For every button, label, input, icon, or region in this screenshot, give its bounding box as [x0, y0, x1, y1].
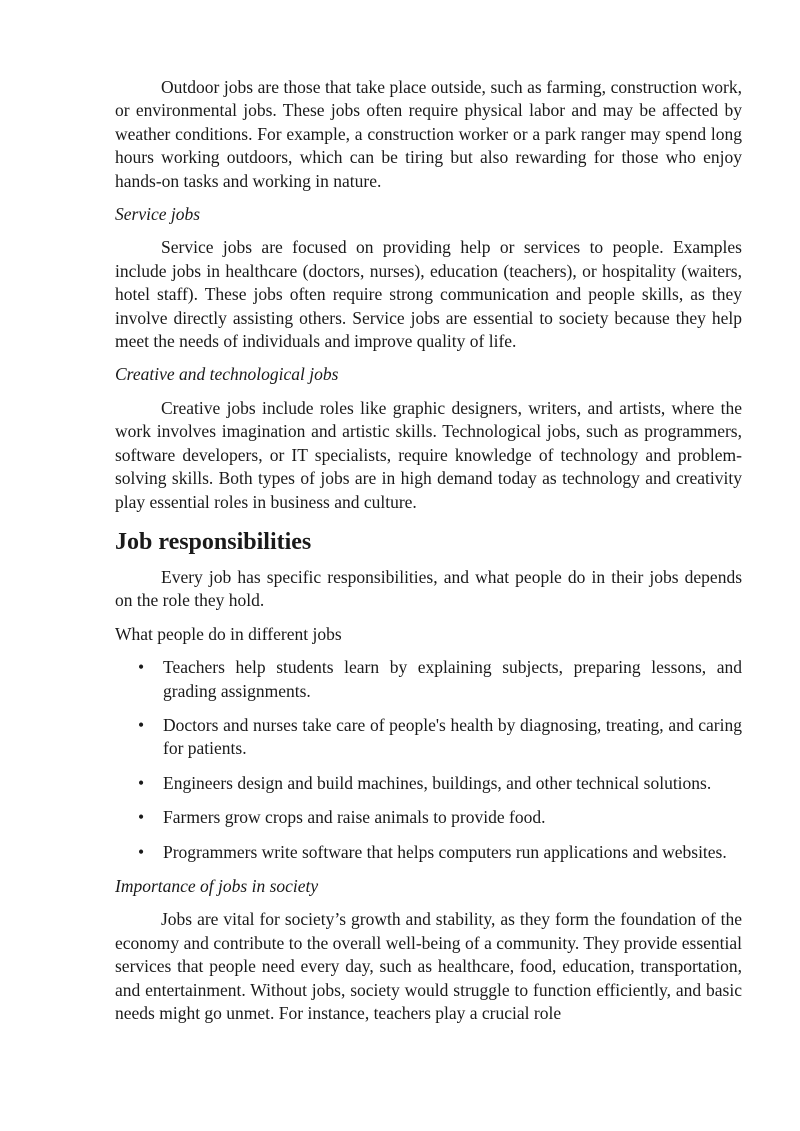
list-item [115, 841, 742, 864]
paragraph-importance-of-jobs: Jobs are vital for society’s growth and stability, as they form the foundation of the economy and contribute to the overall well-being of a community. They provide essential services that people need every day, such as healthcare, food, education, transportation, and entertainment. Without jobs, society would struggle to function efficiently, and basic needs might go unmet. For instance, teachers play a crucial role [115, 909, 742, 1023]
subheading-creative-jobs: Creative and technological jobs [115, 364, 339, 385]
subheading-importance-of-jobs: Importance of jobs in society [115, 875, 319, 896]
list-item-text: Farmers grow crops and raise animals to provide food. [163, 807, 546, 828]
document-page [115, 76, 742, 1025]
subheading-service-jobs: Service jobs [115, 204, 201, 225]
list-intro: What people do in different jobs [115, 623, 342, 644]
paragraph-outdoor-jobs: Outdoor jobs are those that take place outside, such as farming, construction work, or environmental jobs. These jobs often require physical labor and may be affected by weather conditions. For example, a construction worker or a park ranger may spend long hours working outdoors, which can be tiring but also rewarding for those who enjoy hands-on tasks and working in nature. [115, 77, 742, 191]
bullet-icon: • [138, 714, 145, 735]
paragraph-job-responsibilities: Every job has specific responsibilities, and what people do in their jobs depends on the role they hold. [115, 566, 742, 611]
bullet-icon: • [138, 657, 145, 678]
paragraph-service-jobs: Service jobs are focused on providing help or services to people. Examples include jobs in healthcare (doctors, nurses), education (teachers), or hospitality (waiters, hotel staff). These jobs often require strong communication and people skills, as they involve directly assisting others. Service jobs are essential to society because they help meet the needs of individuals and improve quality of life. [115, 237, 742, 352]
list-item [115, 656, 742, 703]
heading-job-responsibilities: Job responsibilities [115, 528, 312, 555]
responsibilities-list [115, 656, 742, 864]
list-item-text: Teachers help students learn by explaining subjects, preparing lessons, and grading assignments. [163, 657, 742, 701]
list-item [115, 772, 742, 795]
list-item-text: Programmers write software that helps computers run applications and websites. [163, 841, 727, 862]
list-item [115, 806, 742, 829]
bullet-icon: • [138, 841, 145, 862]
list-item-text: Engineers design and build machines, buildings, and other technical solutions. [163, 772, 712, 793]
bullet-icon: • [138, 807, 145, 828]
bullet-icon: • [138, 772, 145, 793]
list-item-text: Doctors and nurses take care of people's health by diagnosing, treating, and caring for patients. [163, 714, 742, 759]
list-item [115, 714, 742, 761]
paragraph-creative-jobs: Creative jobs include roles like graphic designers, writers, and artists, where the work involves imagination and artistic skills. Technological jobs, such as programmers, software developers, or IT specialists, require knowledge of technology and problem-solving skills. Both types of jobs are in high demand today as technology and creativity play essential roles in business and culture. [115, 397, 742, 512]
